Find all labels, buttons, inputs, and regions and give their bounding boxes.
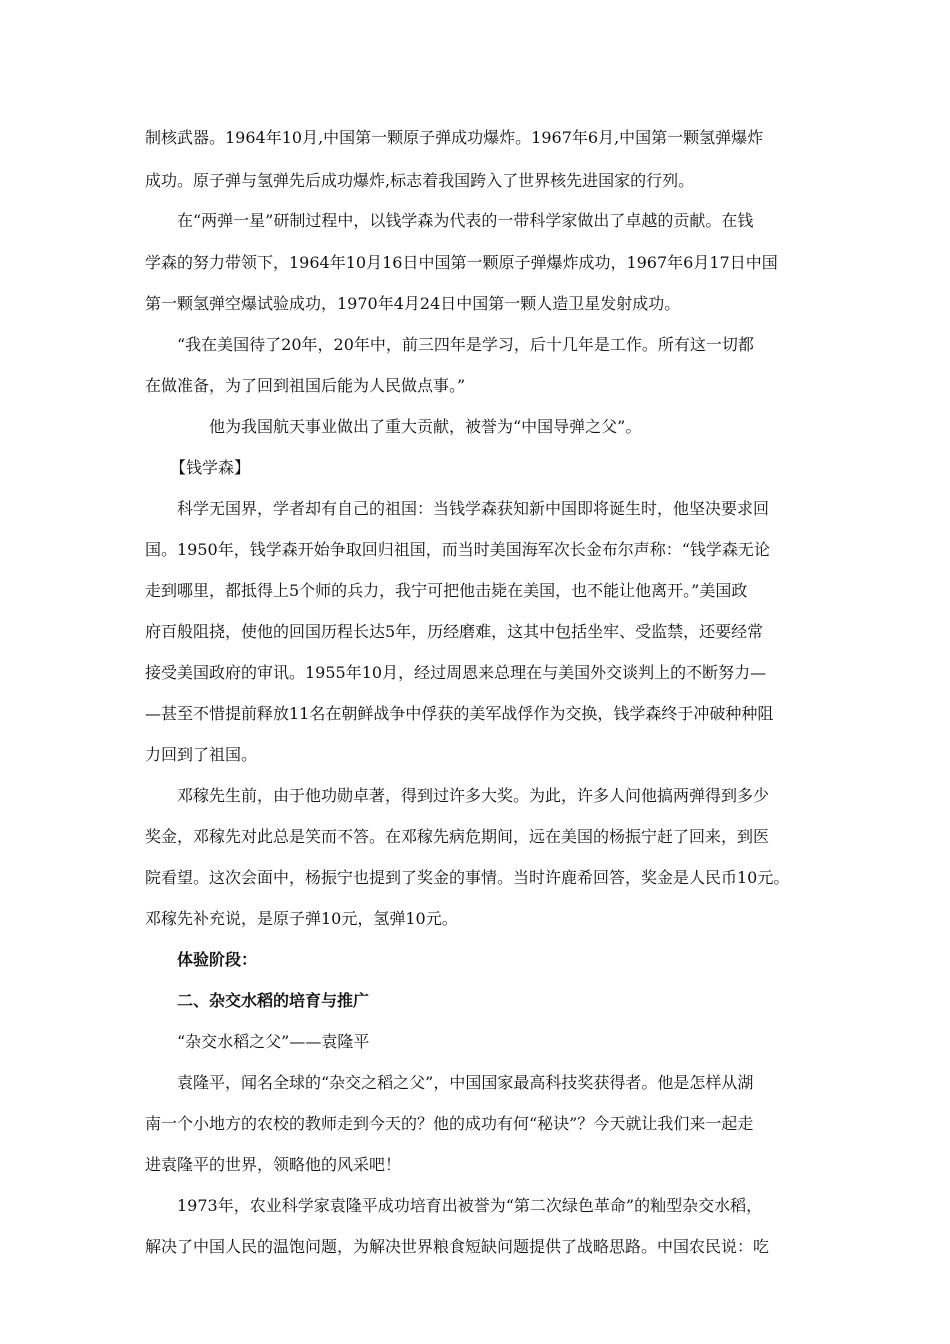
section-heading: 二、杂交水稻的培育与推广 bbox=[177, 991, 370, 1010]
text-line: 成功。原子弹与氢弹先后成功爆炸,标志着我国跨入了世界核先进国家的行列。 bbox=[145, 171, 695, 190]
text-line: 国。1950年，钱学森开始争取回归祖国，而当时美国海军次长金布尔声称：“钱学森无论 bbox=[145, 540, 770, 559]
text-line: 接受美国政府的审讯。1955年10月，经过周恩来总理在与美国外交谈判上的不断努力— bbox=[145, 663, 767, 682]
section-heading: 【钱学森】 bbox=[170, 458, 251, 477]
text-line: 院看望。这次会面中，杨振宁也提到了奖金的事情。当时许鹿希回答，奖金是人民币10元。 bbox=[145, 868, 790, 887]
text-line: 府百般阻挠，使他的回国历程长达5年，历经磨难，这其中包括坐牢、受监禁，还要经常 bbox=[145, 622, 764, 641]
text-line: 解决了中国人民的温饱问题，为解决世界粮食短缺问题提供了战略思路。中国农民说：吃 bbox=[145, 1237, 770, 1256]
quote-line: 在做准备，为了回到祖国后能为人民做点事。” bbox=[145, 376, 466, 395]
text-line: 走到哪里，都抵得上5个师的兵力，我宁可把他击毙在美国，也不能让他离开。”美国政 bbox=[145, 581, 748, 600]
text-line: 学森的努力带领下，1964年10月16日中国第一颗原子弹爆炸成功，1967年6月17日中国 bbox=[145, 253, 778, 272]
text-line: 邓稼先生前，由于他功勋卓著，得到过许多大奖。为此，许多人问他搞两弹得到多少 bbox=[177, 786, 770, 805]
quote-line: “我在美国待了20年，20年中，前三四年是学习，后十几年是工作。所有这一切都 bbox=[177, 335, 754, 354]
text-line: 制核武器。1964年10月,中国第一颗原子弹成功爆炸。1967年6月,中国第一颗氢弹爆炸 bbox=[145, 128, 764, 147]
text-line: 科学无国界，学者却有自己的祖国：当钱学森获知新中国即将诞生时，他坚决要求回 bbox=[177, 499, 770, 518]
text-line: 第一颗氢弹空爆试验成功，1970年4月24日中国第一颗人造卫星发射成功。 bbox=[145, 294, 681, 313]
text-line: 力回到了祖国。 bbox=[145, 745, 258, 764]
text-line: 在“两弹一星”研制过程中，以钱学森为代表的一带科学家做出了卓越的贡献。在钱 bbox=[177, 211, 754, 230]
text-line: 南一个小地方的农校的教师走到今天的？他的成功有何“秘诀”？今天就让我们来一起走 bbox=[145, 1114, 754, 1133]
text-line: 袁隆平，闻名全球的“杂交之稻之父”，中国国家最高科技奖获得者。他是怎样从湖 bbox=[177, 1073, 754, 1092]
subtitle-line: “杂交水稻之父”——袁隆平 bbox=[177, 1032, 370, 1051]
section-heading: 体验阶段： bbox=[177, 950, 258, 969]
text-line: 奖金，邓稼先对此总是笑而不答。在邓稼先病危期间，远在美国的杨振宁赶了回来，到医 bbox=[145, 827, 770, 846]
text-line: —甚至不惜提前释放11名在朝鲜战争中俘获的美军战俘作为交换，钱学森终于冲破种种阻 bbox=[145, 704, 774, 723]
text-line: 他为我国航天事业做出了重大贡献，被誉为“中国导弹之父”。 bbox=[209, 417, 642, 436]
text-line: 邓稼先补充说，是原子弹10元，氢弹10元。 bbox=[145, 909, 458, 928]
text-line: 1973年，农业科学家袁隆平成功培育出被誉为“第二次绿色革命”的籼型杂交水稻， bbox=[177, 1196, 763, 1215]
text-line: 进袁隆平的世界，领略他的风采吧！ bbox=[145, 1155, 402, 1174]
